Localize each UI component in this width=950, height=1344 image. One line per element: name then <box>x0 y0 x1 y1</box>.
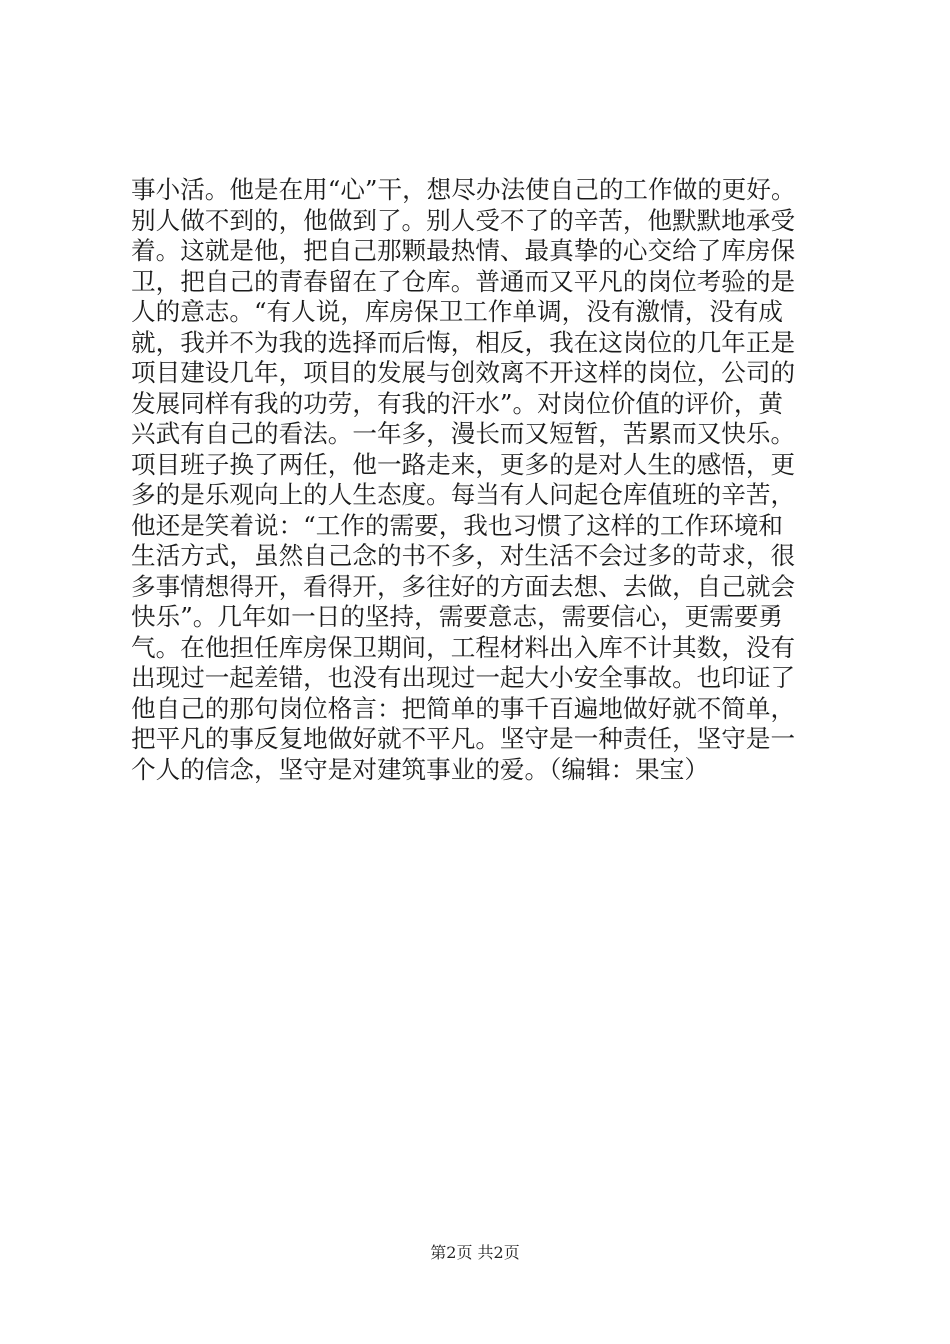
text-line: 他还是笑着说：“工作的需要，我也习惯了这样的工作环境和 <box>131 510 784 540</box>
text-line: 项目班子换了两任，他一路走来，更多的是对人生的感悟，更 <box>131 449 796 479</box>
text-line: 别人做不到的，他做到了。别人受不了的辛苦，他默默地承受 <box>131 205 796 235</box>
text-line: 气。在他担任库房保卫期间，工程材料出入库不计其数，没有 <box>131 632 796 662</box>
text-line: 就，我并不为我的选择而后悔，相反，我在这岗位的几年正是 <box>131 327 796 357</box>
text-line: 他自己的那句岗位格言：把简单的事千百遍地做好就不简单， <box>131 693 796 723</box>
text-line: 生活方式，虽然自己念的书不多，对生活不会过多的苛求，很 <box>131 541 796 570</box>
text-line: 项目建设几年，项目的发展与创效离不开这样的岗位，公司的 <box>131 358 796 387</box>
text-line: 发展同样有我的功劳，有我的汗水”。对岗位价值的评价，黄 <box>131 388 784 418</box>
text-line: 着。这就是他，把自己那颗最热情、最真挚的心交给了库房保 <box>131 236 796 265</box>
text-line: 把平凡的事反复地做好就不平凡。坚守是一种责任，坚守是一 <box>131 724 796 753</box>
text-line: 多的是乐观向上的人生态度。每当有人问起仓库值班的辛苦， <box>131 480 796 509</box>
text-line: 多事情想得开，看得开，多往好的方面去想、去做，自己就会 <box>131 571 796 601</box>
text-line: 出现过一起差错，也没有出现过一起大小安全事故。也印证了 <box>131 663 796 692</box>
text-line: 个人的信念，坚守是对建筑事业的爱。（编辑：果宝） <box>131 754 709 784</box>
text-line: 快乐”。几年如一日的坚持，需要意志，需要信心，更需要勇 <box>131 602 784 631</box>
text-line: 事小活。他是在用“心”干，想尽办法使自己的工作做的更好。 <box>131 175 796 204</box>
body-text <box>131 175 831 785</box>
text-line: 兴武有自己的看法。一年多，漫长而又短暂，苦累而又快乐。 <box>131 419 796 448</box>
page-number-footer: 第2页 共2页 <box>430 1243 520 1262</box>
text-line: 人的意志。“有人说，库房保卫工作单调，没有激情，没有成 <box>131 297 784 326</box>
text-line: 卫，把自己的青春留在了仓库。普通而又平凡的岗位考验的是 <box>131 266 796 296</box>
